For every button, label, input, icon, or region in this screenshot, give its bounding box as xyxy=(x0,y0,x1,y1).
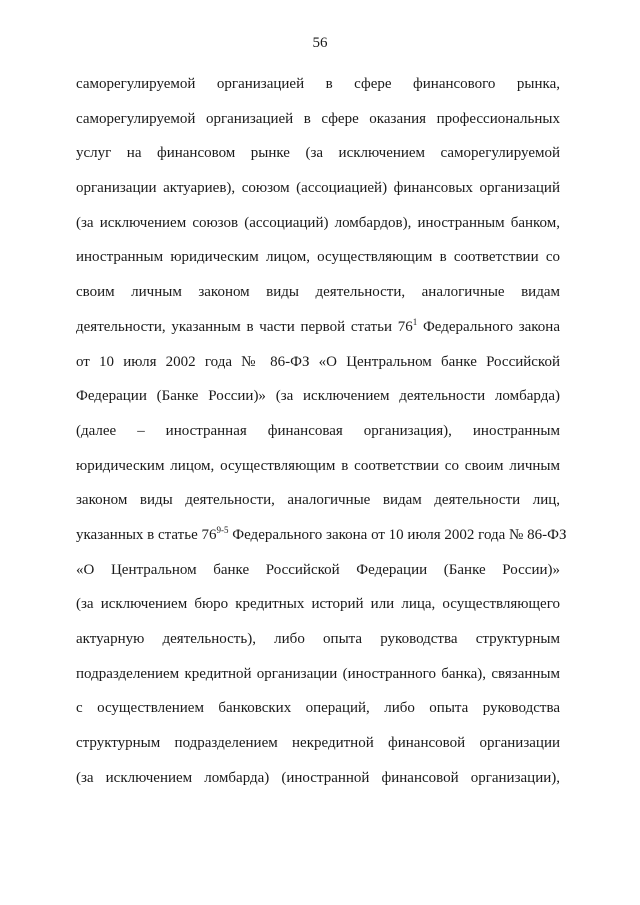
text-line-6: иностранным юридическим лицом, осуществляющим в соответствии со xyxy=(76,249,560,266)
text-line-16: (за исключением бюро кредитных историй или лица, осуществляющего xyxy=(76,596,560,613)
text-line-1: саморегулируемой организацией в сфере финансового рынка, xyxy=(76,76,560,92)
text-line-9: от 10 июля 2002 года № 86-ФЗ «О Центральном банке Российской xyxy=(76,353,560,370)
superscript-76-9-5: 9-5 xyxy=(216,524,229,535)
text-line-7: своим личным законом виды деятельности, аналогичные видам xyxy=(76,284,560,301)
text-line-21: (за исключением ломбарда) (иностранной финансовой организации), xyxy=(76,769,560,786)
text-line-2: саморегулируемой организацией в сфере оказания профессиональных xyxy=(76,110,560,127)
text-line-12: юридическим лицом, осуществляющим в соответствии со своим личным xyxy=(76,457,560,474)
text-line-5: (за исключением союзов (ассоциаций) ломбардов), иностранным банком, xyxy=(76,214,560,231)
text-line-8 xyxy=(76,316,560,351)
text-line-4: организации актуариев), союзом (ассоциацией) финансовых организаций xyxy=(76,180,560,197)
text-line-14-after: Федерального закона от 10 июля 2002 года № 86-ФЗ xyxy=(228,526,567,543)
text-line-20: структурным подразделением некредитной финансовой организации xyxy=(76,735,560,752)
body-paragraph xyxy=(76,73,567,801)
text-line-11: (далее – иностранная финансовая организация), иностранным xyxy=(76,422,560,439)
text-line-19: с осуществлением банковских операций, либо опыта руководства xyxy=(76,700,560,717)
text-line-8-before: деятельности, указанным в части первой статьи 76 xyxy=(76,318,413,335)
text-line-14 xyxy=(76,524,567,559)
text-line-15: «О Центральном банке Российской Федерации (Банке России)» xyxy=(76,561,560,578)
text-line-18: подразделением кредитной организации (иностранного банка), связанным xyxy=(76,665,560,682)
page-number: 56 xyxy=(312,35,328,51)
text-line-17: актуарную деятельность), либо опыта руководства структурным xyxy=(76,631,560,647)
superscript-76-1: 1 xyxy=(412,316,418,327)
text-line-8-after: Федерального закона xyxy=(417,318,560,335)
text-line-14-before: указанных в статье 76 xyxy=(76,526,217,543)
text-line-10: Федерации (Банке России)» (за исключением деятельности ломбарда) xyxy=(76,388,560,405)
text-line-3: услуг на финансовом рынке (за исключением саморегулируемой xyxy=(76,145,560,162)
text-line-13: законом виды деятельности, аналогичные видам деятельности лиц, xyxy=(76,492,560,509)
